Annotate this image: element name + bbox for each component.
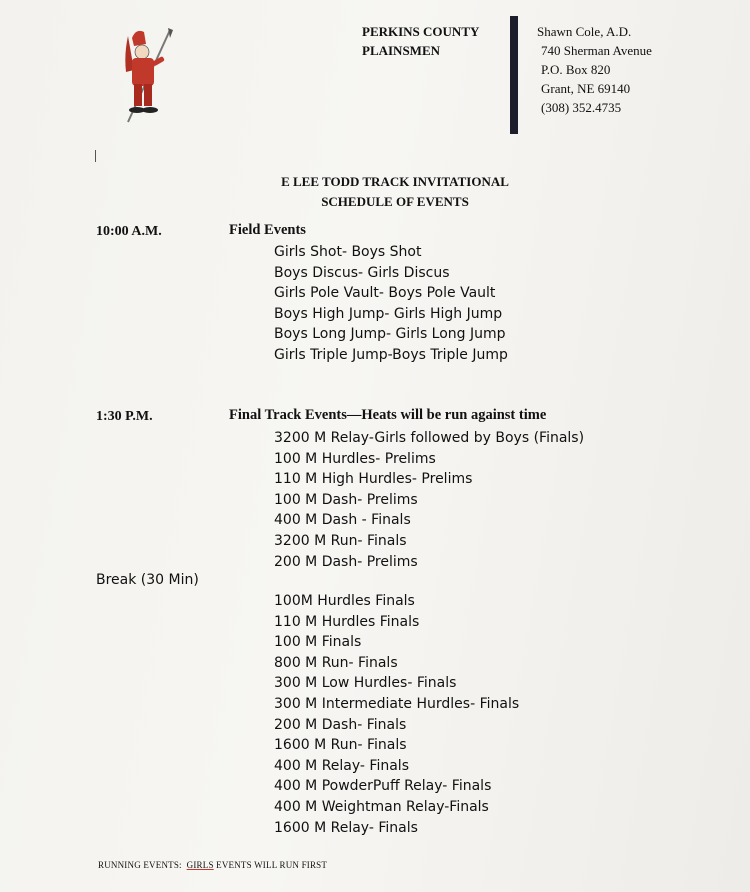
school-name-line-1: PERKINS COUNTY bbox=[362, 24, 480, 39]
list-item: 400 M PowderPuff Relay- Finals bbox=[274, 778, 492, 795]
list-item: 110 M High Hurdles- Prelims bbox=[274, 471, 473, 488]
school-name bbox=[362, 22, 479, 60]
list-item: 100M Hurdles Finals bbox=[274, 593, 415, 609]
plainsman-mascot-logo bbox=[112, 26, 184, 128]
list-item: 400 M Dash - Finals bbox=[274, 512, 411, 529]
list-item: Girls Shot- Boys Shot bbox=[274, 244, 422, 260]
list-item: 300 M Low Hurdles- Finals bbox=[274, 675, 457, 692]
school-name-line-2: PLAINSMEN bbox=[362, 43, 441, 58]
field-events-time: 10:00 A.M. bbox=[96, 224, 162, 239]
contact-city: Grant, NE 69140 bbox=[541, 81, 631, 96]
contact-block bbox=[537, 22, 652, 117]
footer-prefix: RUNNING EVENTS: bbox=[98, 860, 182, 870]
list-item: 200 M Dash- Finals bbox=[274, 716, 407, 733]
contact-phone: (308) 352.4735 bbox=[541, 100, 622, 115]
contact-name: Shawn Cole, A.D. bbox=[537, 24, 632, 39]
list-item: 100 M Dash- Prelims bbox=[274, 491, 418, 508]
letterhead-divider bbox=[510, 16, 518, 134]
list-item: 1600 M Relay- Finals bbox=[274, 819, 418, 836]
contact-po-box: P.O. Box 820 bbox=[541, 62, 611, 77]
footer-rest: EVENTS WILL RUN FIRST bbox=[216, 860, 328, 870]
list-item: 100 M Hurdles- Prelims bbox=[274, 450, 436, 467]
document-title bbox=[0, 172, 750, 212]
track-events-heading: Final Track Events—Heats will be run against time bbox=[229, 407, 547, 423]
field-events-heading: Field Events bbox=[229, 222, 306, 238]
list-item: Boys High Jump- Girls High Jump bbox=[274, 305, 503, 322]
track-events-time: 1:30 P.M. bbox=[96, 409, 153, 424]
list-item: Girls Triple Jump-Boys Triple Jump bbox=[274, 346, 508, 363]
footer-note bbox=[98, 860, 327, 870]
footer-highlight: GIRLS bbox=[186, 860, 214, 870]
field-events-list bbox=[274, 242, 508, 366]
contact-street: 740 Sherman Avenue bbox=[541, 43, 652, 58]
margin-mark bbox=[95, 150, 96, 162]
break-label: Break (30 Min) bbox=[96, 572, 199, 588]
list-item: 400 M Weightman Relay-Finals bbox=[274, 798, 489, 815]
list-item: Boys Long Jump- Girls Long Jump bbox=[274, 326, 506, 343]
track-events-list-before-break bbox=[274, 428, 584, 572]
list-item: 800 M Run- Finals bbox=[274, 654, 398, 671]
list-item: 100 M Finals bbox=[274, 634, 362, 651]
list-item: 400 M Relay- Finals bbox=[274, 757, 409, 774]
list-item: Boys Discus- Girls Discus bbox=[274, 264, 450, 281]
list-item: 300 M Intermediate Hurdles- Finals bbox=[274, 695, 520, 712]
title-line-1: E LEE TODD TRACK INVITATIONAL bbox=[281, 174, 509, 189]
list-item: 3200 M Run- Finals bbox=[274, 532, 407, 549]
track-events-list-after-break bbox=[274, 591, 519, 838]
title-line-2: SCHEDULE OF EVENTS bbox=[321, 194, 469, 209]
list-item: 1600 M Run- Finals bbox=[274, 737, 407, 754]
list-item: 3200 M Relay-Girls followed by Boys (Finals) bbox=[274, 430, 585, 446]
list-item: Girls Pole Vault- Boys Pole Vault bbox=[274, 285, 496, 302]
list-item: 110 M Hurdles Finals bbox=[274, 613, 420, 630]
list-item: 200 M Dash- Prelims bbox=[274, 553, 418, 570]
